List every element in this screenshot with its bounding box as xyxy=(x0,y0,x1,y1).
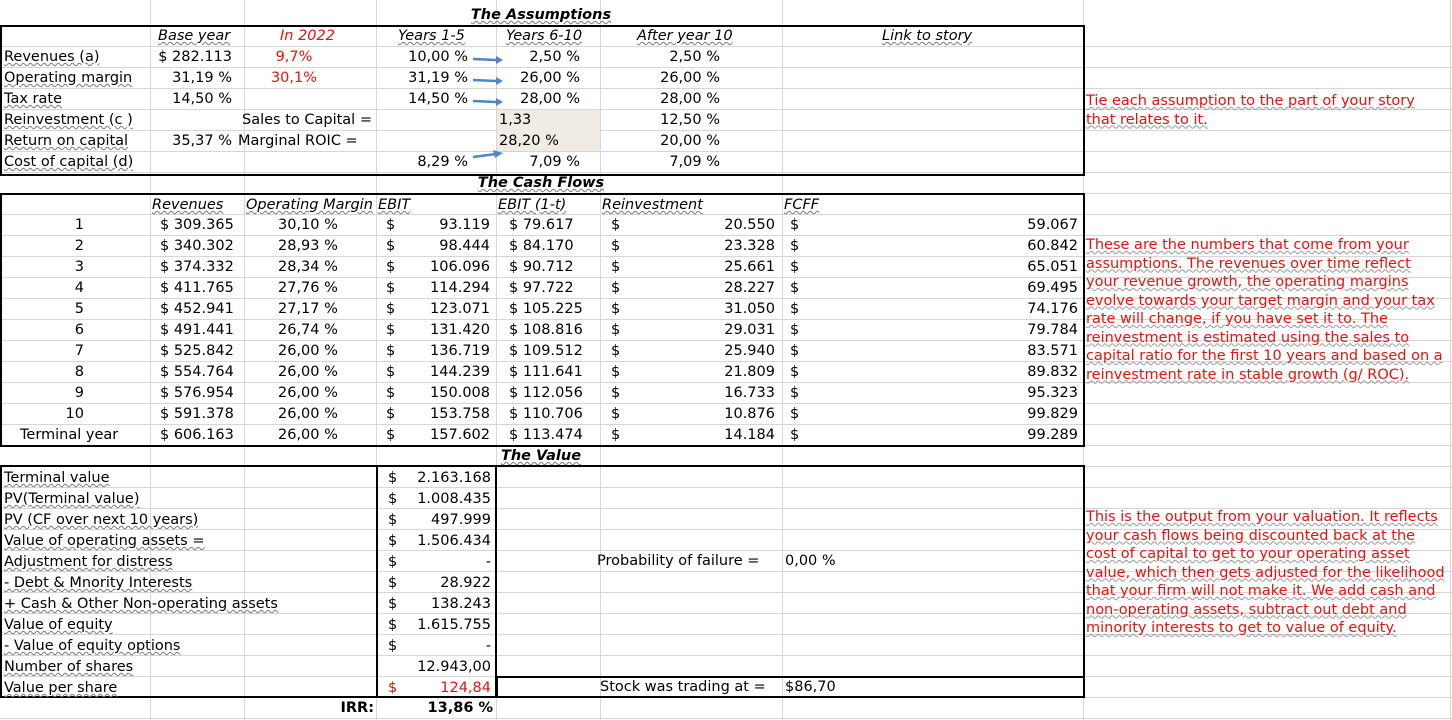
assumption-years-1-5[interactable]: 14,50 % xyxy=(408,91,468,107)
cashflows-note: These are the numbers that come from your assumptions. The revenues over time reflect your revenue growth, the operating margins evolve towards your target margin and your tax rate will change, if you have set it to. The reinvestment is estimated using the sales to capital ratio for the first 10 years and based on a reinvestment rate in stable growth (g/ ROC). xyxy=(1086,237,1443,383)
cf-ebit[interactable]: 98.444 xyxy=(439,238,490,254)
cf-fcff[interactable]: 60.842 xyxy=(1027,238,1078,254)
value-currency: $ xyxy=(388,617,398,633)
cf-year: 6 xyxy=(74,322,84,338)
cf-year: 4 xyxy=(74,280,84,296)
cf-reinvestment-currency: $ xyxy=(611,322,621,338)
probability-label: Probability of failure = xyxy=(597,553,760,569)
cf-revenues[interactable]: $ 340.302 xyxy=(160,238,234,254)
cf-reinvestment-currency: $ xyxy=(611,301,621,317)
cf-year: 3 xyxy=(74,259,84,275)
cf-ebit[interactable]: 157.602 xyxy=(430,427,490,443)
cf-fcff-currency: $ xyxy=(790,217,800,233)
cf-year: 10 xyxy=(65,406,84,422)
assumption-base-year[interactable] xyxy=(150,152,232,172)
assumption-label: Operating margin xyxy=(4,70,133,86)
cf-fcff-currency: $ xyxy=(790,259,800,275)
cf-ebit[interactable]: 150.008 xyxy=(430,385,490,401)
value-amount[interactable]: 497.999 xyxy=(431,512,491,528)
assumption-after-year-10[interactable]: 7,09 % xyxy=(669,154,720,170)
assumption-years-6-10[interactable]: 1,33 xyxy=(499,112,532,128)
cf-fcff[interactable]: 89.832 xyxy=(1027,364,1078,380)
cf-ebit-after-tax[interactable]: $ 105.225 xyxy=(509,301,583,317)
cf-fcff[interactable]: 99.289 xyxy=(1027,427,1078,443)
cf-reinvestment[interactable]: 28.227 xyxy=(724,280,775,296)
cf-year: Terminal year xyxy=(20,427,119,443)
cf-reinvestment-currency: $ xyxy=(611,280,621,296)
cf-ebit-currency: $ xyxy=(386,343,396,359)
header-revenues: Revenues xyxy=(152,197,224,213)
trading-value[interactable]: $86,70 xyxy=(785,679,836,695)
value-label: Value per share xyxy=(4,680,118,696)
assumption-years-1-5[interactable]: 10,00 % xyxy=(408,49,468,65)
assumption-years-6-10[interactable]: 7,09 % xyxy=(529,154,580,170)
cf-year: 8 xyxy=(74,364,84,380)
value-label: PV (CF over next 10 years) xyxy=(4,512,199,528)
value-currency: $ xyxy=(388,680,398,696)
cf-reinvestment-currency: $ xyxy=(611,238,621,254)
cf-ebit-after-tax[interactable]: $ 112.056 xyxy=(509,385,583,401)
value-label: Number of shares xyxy=(4,659,134,675)
cf-ebit-currency: $ xyxy=(386,406,396,422)
value-currency: $ xyxy=(388,575,398,591)
assumption-years-1-5[interactable]: 31,19 % xyxy=(408,70,468,86)
cf-ebit-currency: $ xyxy=(386,427,396,443)
value-amount[interactable]: 28.922 xyxy=(440,575,491,591)
header-operating-margin: Operating Margin xyxy=(246,197,373,213)
cf-fcff[interactable]: 69.495 xyxy=(1027,280,1078,296)
value-amount[interactable]: 12.943,00 xyxy=(417,659,491,675)
cf-ebit[interactable]: 153.758 xyxy=(430,406,490,422)
cf-fcff[interactable]: 79.784 xyxy=(1027,322,1078,338)
cf-reinvestment[interactable]: 25.661 xyxy=(724,259,775,275)
assumption-after-year-10[interactable]: 26,00 % xyxy=(660,70,720,86)
value-amount[interactable]: 2.163.168 xyxy=(417,470,491,486)
value-label: - Debt & Mnority Interests xyxy=(4,575,193,591)
header-base-year: Base year xyxy=(158,28,231,44)
header-ebit-after-tax: EBIT (1-t) xyxy=(498,197,567,213)
value-note: This is the output from your valuation. It reflects your cash flows being discounted back at the cost of capital to get to your operating asset value, which then gets adjusted for the likelihood that your firm will not make it. We add cash and non-operating assets, subtract out debt and minority interests to get to value of equity. xyxy=(1086,509,1445,636)
cf-fcff-currency: $ xyxy=(790,406,800,422)
cf-reinvestment[interactable]: 21.809 xyxy=(724,364,775,380)
assumption-years-1-5[interactable] xyxy=(376,131,468,151)
cf-ebit-after-tax[interactable]: $ 90.712 xyxy=(509,259,574,275)
cf-reinvestment-currency: $ xyxy=(611,385,621,401)
cf-ebit-after-tax[interactable]: $ 109.512 xyxy=(509,343,583,359)
cf-revenues[interactable]: $ 576.954 xyxy=(160,385,234,401)
cf-year: 5 xyxy=(74,301,84,317)
cf-ebit[interactable]: 114.294 xyxy=(430,280,490,296)
cf-ebit-after-tax[interactable]: $ 110.706 xyxy=(509,406,583,422)
cf-fcff-currency: $ xyxy=(790,364,800,380)
cf-revenues[interactable]: $ 309.365 xyxy=(160,217,234,233)
value-title: The Value xyxy=(500,448,582,464)
probability-value[interactable]: 0,00 % xyxy=(785,553,836,569)
header-in-2022: In 2022 xyxy=(280,28,335,44)
assumption-years-6-10[interactable]: 28,00 % xyxy=(520,91,580,107)
cf-reinvestment-currency: $ xyxy=(611,259,621,275)
assumption-base-year[interactable]: $ 282.113 xyxy=(158,49,232,65)
cf-fcff[interactable]: 74.176 xyxy=(1027,301,1078,317)
cf-fcff-currency: $ xyxy=(790,238,800,254)
header-link-to-story: Link to story xyxy=(882,28,973,44)
cf-reinvestment-currency: $ xyxy=(611,343,621,359)
header-reinvestment: Reinvestment xyxy=(602,197,703,213)
cf-ebit-currency: $ xyxy=(386,259,396,275)
value-amount[interactable]: 138.243 xyxy=(431,596,491,612)
cf-operating-margin[interactable]: 26,74 % xyxy=(278,322,338,338)
value-label: Terminal value xyxy=(4,470,110,486)
value-amount[interactable]: - xyxy=(485,554,491,570)
cf-fcff-currency: $ xyxy=(790,322,800,338)
assumption-in-2022[interactable] xyxy=(245,89,343,109)
assumption-in-2022[interactable] xyxy=(245,152,343,172)
cf-operating-margin[interactable]: 27,76 % xyxy=(278,280,338,296)
value-amount[interactable]: 1.506.434 xyxy=(417,533,491,549)
cf-operating-margin[interactable]: 26,00 % xyxy=(278,343,338,359)
cf-fcff[interactable]: 59.067 xyxy=(1027,217,1078,233)
value-label: + Cash & Other Non-operating assets xyxy=(4,596,278,612)
cf-reinvestment-currency: $ xyxy=(611,427,621,443)
assumption-label: Reinvestment (c ) xyxy=(4,112,133,128)
value-label: Value of operating assets = xyxy=(4,533,205,549)
header-years-1-5: Years 1-5 xyxy=(398,28,465,44)
cf-ebit[interactable]: 144.239 xyxy=(430,364,490,380)
value-label: Value of equity xyxy=(4,617,113,633)
cf-ebit-after-tax[interactable]: $ 97.722 xyxy=(509,280,574,296)
assumption-base-year[interactable] xyxy=(150,110,232,130)
value-currency: $ xyxy=(388,596,398,612)
assumption-label: Tax rate xyxy=(4,91,62,107)
cf-ebit-currency: $ xyxy=(386,364,396,380)
cf-revenues[interactable]: $ 591.378 xyxy=(160,406,234,422)
irr-value[interactable]: 13,86 % xyxy=(427,700,493,716)
cf-fcff-currency: $ xyxy=(790,385,800,401)
cf-ebit-currency: $ xyxy=(386,322,396,338)
assumption-years-1-5[interactable] xyxy=(376,110,468,130)
trading-label: Stock was trading at = xyxy=(600,679,766,695)
assumption-label: Revenues (a) xyxy=(4,49,100,65)
assumption-label: Cost of capital (d) xyxy=(4,154,134,170)
assumption-label: Return on capital xyxy=(4,133,129,149)
cf-revenues[interactable]: $ 452.941 xyxy=(160,301,234,317)
assumption-in-2022-label: Sales to Capital = xyxy=(242,112,372,128)
cf-operating-margin[interactable]: 28,93 % xyxy=(278,238,338,254)
value-amount[interactable]: 1.615.755 xyxy=(417,617,491,633)
header-fcff: FCFF xyxy=(784,197,820,213)
irr-label: IRR: xyxy=(340,700,374,716)
assumption-base-year[interactable]: 31,19 % xyxy=(172,70,232,86)
value-amount[interactable]: - xyxy=(485,638,491,654)
cashflows-title: The Cash Flows xyxy=(477,175,605,191)
cf-reinvestment-currency: $ xyxy=(611,364,621,380)
cf-revenues[interactable]: $ 491.441 xyxy=(160,322,234,338)
cf-year: 2 xyxy=(74,238,84,254)
cf-ebit[interactable]: 123.071 xyxy=(430,301,490,317)
cf-fcff-currency: $ xyxy=(790,301,800,317)
assumption-after-year-10[interactable]: 2,50 % xyxy=(669,49,720,65)
cf-ebit-after-tax[interactable]: $ 113.474 xyxy=(509,427,583,443)
cf-year: 7 xyxy=(74,343,84,359)
cf-fcff-currency: $ xyxy=(790,427,800,443)
cf-reinvestment[interactable]: 31.050 xyxy=(724,301,775,317)
assumption-years-6-10[interactable]: 2,50 % xyxy=(529,49,580,65)
cf-ebit-currency: $ xyxy=(386,238,396,254)
cf-ebit[interactable]: 93.119 xyxy=(439,217,490,233)
assumption-in-2022[interactable]: 30,1% xyxy=(270,70,318,86)
cf-operating-margin[interactable]: 26,00 % xyxy=(278,364,338,380)
value-currency: $ xyxy=(388,470,398,486)
value-currency: $ xyxy=(388,638,398,654)
cf-operating-margin[interactable]: 27,17 % xyxy=(278,301,338,317)
cf-revenues[interactable]: $ 606.163 xyxy=(160,427,234,443)
assumptions-title: The Assumptions xyxy=(470,7,612,23)
cf-year: 9 xyxy=(74,385,84,401)
header-ebit: EBIT xyxy=(378,197,411,213)
cf-fcff-currency: $ xyxy=(790,343,800,359)
cf-year: 1 xyxy=(74,217,84,233)
assumption-base-year[interactable]: 14,50 % xyxy=(172,91,232,107)
cf-ebit[interactable]: 131.420 xyxy=(430,322,490,338)
cf-revenues[interactable]: $ 525.842 xyxy=(160,343,234,359)
cf-reinvestment[interactable]: 25.940 xyxy=(724,343,775,359)
cf-fcff[interactable]: 99.829 xyxy=(1027,406,1078,422)
cf-fcff[interactable]: 83.571 xyxy=(1027,343,1078,359)
cf-reinvestment[interactable]: 16.733 xyxy=(724,385,775,401)
cf-fcff[interactable]: 65.051 xyxy=(1027,259,1078,275)
cf-reinvestment[interactable]: 14.184 xyxy=(724,427,775,443)
cf-operating-margin[interactable]: 30,10 % xyxy=(278,217,338,233)
cf-reinvestment[interactable]: 20.550 xyxy=(724,217,775,233)
cf-revenues[interactable]: $ 411.765 xyxy=(160,280,234,296)
cf-reinvestment-currency: $ xyxy=(611,406,621,422)
assumption-in-2022-label: Marginal ROIC = xyxy=(238,133,358,149)
cf-revenues[interactable]: $ 554.764 xyxy=(160,364,234,380)
assumption-years-6-10[interactable]: 26,00 % xyxy=(520,70,580,86)
assumption-years-1-5[interactable]: 8,29 % xyxy=(417,154,468,170)
assumption-after-year-10[interactable]: 20,00 % xyxy=(660,133,720,149)
cf-reinvestment[interactable]: 29.031 xyxy=(724,322,775,338)
assumption-after-year-10[interactable]: 12,50 % xyxy=(660,112,720,128)
cf-revenues[interactable]: $ 374.332 xyxy=(160,259,234,275)
assumption-after-year-10[interactable]: 28,00 % xyxy=(660,91,720,107)
cf-ebit-currency: $ xyxy=(386,385,396,401)
cf-ebit-currency: $ xyxy=(386,280,396,296)
value-currency: $ xyxy=(388,554,398,570)
cf-ebit-after-tax[interactable]: $ 79.617 xyxy=(509,217,574,233)
cf-operating-margin[interactable]: 26,00 % xyxy=(278,385,338,401)
value-label: PV(Terminal value) xyxy=(4,491,140,507)
cf-ebit-after-tax[interactable]: $ 108.816 xyxy=(509,322,583,338)
cf-ebit[interactable]: 136.719 xyxy=(430,343,490,359)
value-label: - Value of equity options xyxy=(4,638,181,654)
cf-ebit-currency: $ xyxy=(386,301,396,317)
cf-ebit-after-tax[interactable]: $ 84.170 xyxy=(509,238,574,254)
assumption-base-year[interactable]: 35,37 % xyxy=(172,133,232,149)
assumption-years-6-10[interactable]: 28,20 % xyxy=(499,133,559,149)
cf-ebit-currency: $ xyxy=(386,217,396,233)
cf-operating-margin[interactable]: 26,00 % xyxy=(278,427,338,443)
cf-operating-margin[interactable]: 26,00 % xyxy=(278,406,338,422)
cf-reinvestment[interactable]: 23.328 xyxy=(724,238,775,254)
assumption-in-2022[interactable]: 9,7% xyxy=(275,49,313,65)
header-years-6-10: Years 6-10 xyxy=(506,28,583,44)
cf-fcff-currency: $ xyxy=(790,280,800,296)
cf-fcff[interactable]: 95.323 xyxy=(1027,385,1078,401)
cf-ebit[interactable]: 106.096 xyxy=(430,259,490,275)
story-note: Tie each assumption to the part of your story that relates to it. xyxy=(1086,93,1415,128)
cf-operating-margin[interactable]: 28,34 % xyxy=(278,259,338,275)
header-after-year-10: After year 10 xyxy=(637,28,733,44)
value-amount[interactable]: 124,84 xyxy=(440,680,491,696)
cf-reinvestment-currency: $ xyxy=(611,217,621,233)
value-currency: $ xyxy=(388,491,398,507)
value-label: Adjustment for distress xyxy=(4,554,173,570)
value-currency: $ xyxy=(388,512,398,528)
value-amount[interactable]: 1.008.435 xyxy=(417,491,491,507)
cf-reinvestment[interactable]: 10.876 xyxy=(724,406,775,422)
cf-ebit-after-tax[interactable]: $ 111.641 xyxy=(509,364,583,380)
value-currency: $ xyxy=(388,533,398,549)
